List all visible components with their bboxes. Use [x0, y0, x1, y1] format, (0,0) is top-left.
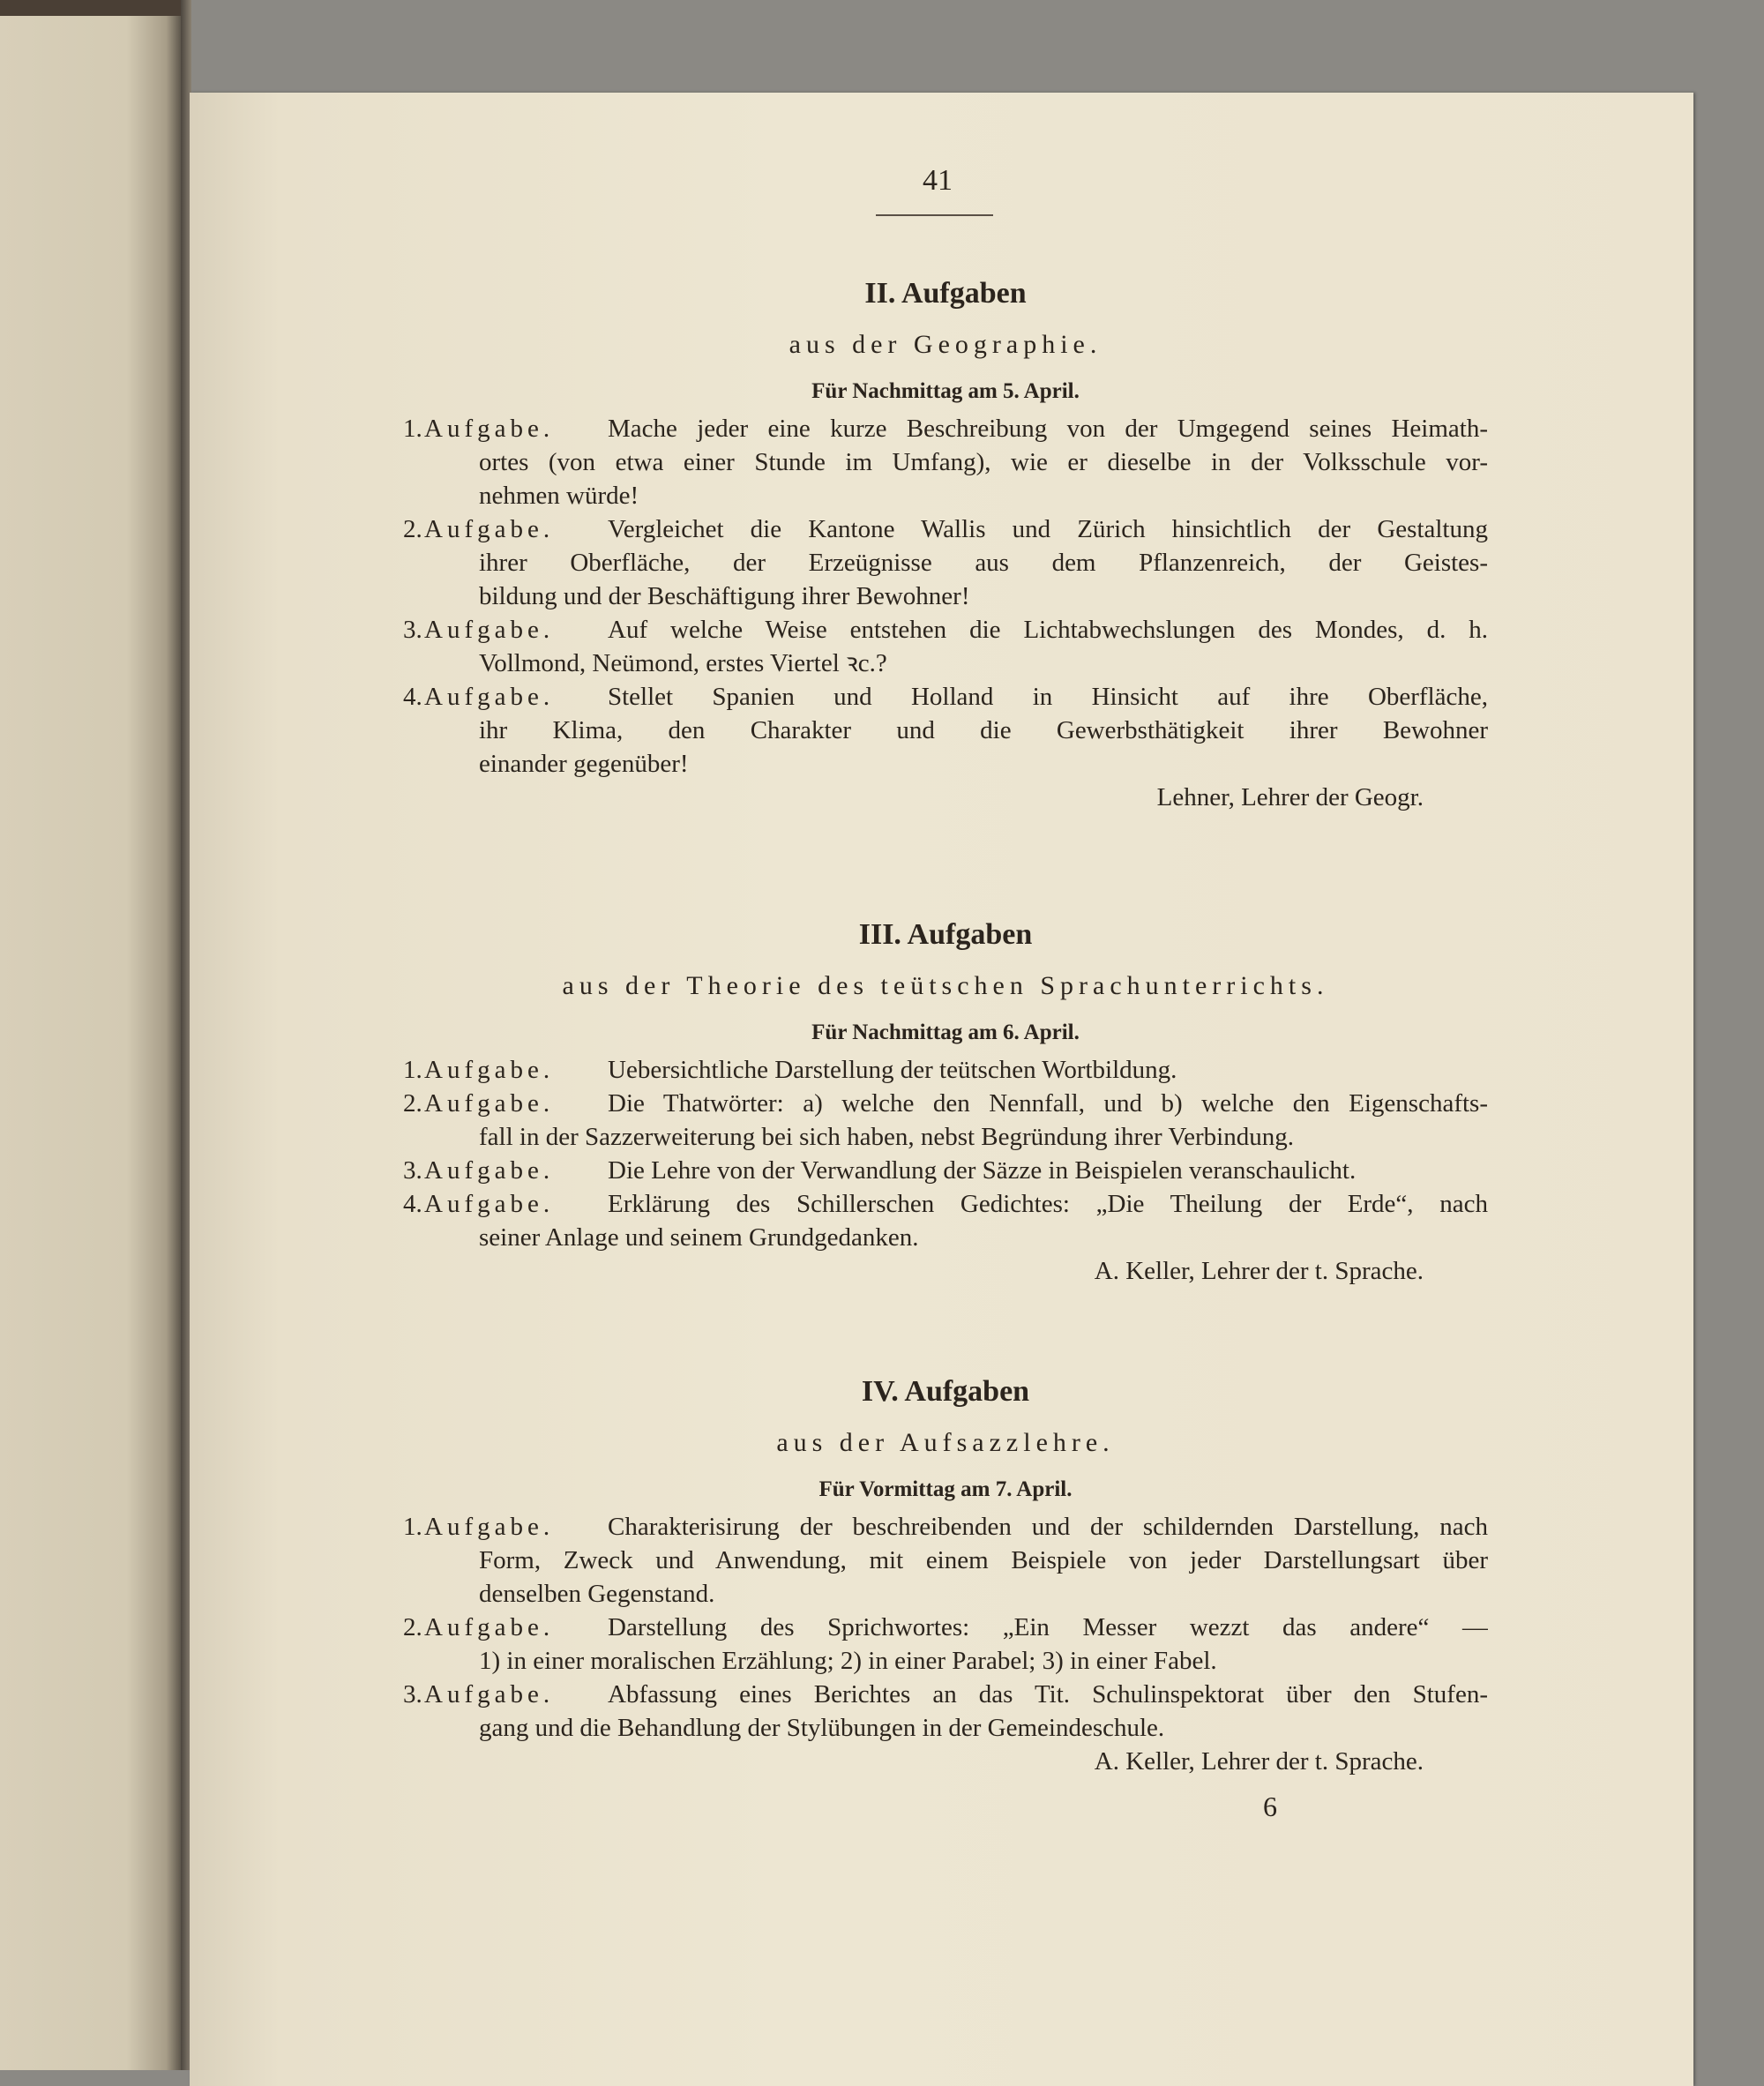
- task-number: 1.: [403, 1056, 422, 1084]
- task-text: Mache jeder eine kurze Beschreibung von der Umgegend seines Heimath-: [608, 415, 1488, 443]
- left-page: [0, 0, 181, 2070]
- task-text: Abfassung eines Berichtes an das Tit. Schulinspektorat über den Stufen-: [608, 1680, 1488, 1708]
- task-line: [403, 1087, 1488, 1120]
- section-subtitle: aus der Theorie des teütschen Sprachunterrichts.: [562, 971, 1329, 1000]
- task-number: 3.: [403, 1156, 422, 1185]
- task-number: 3.: [403, 1680, 422, 1708]
- task-number: 3.: [403, 616, 422, 644]
- task-text: Darstellung des Sprichwortes: „Ein Messer wezzt das andere“ —: [608, 1613, 1488, 1641]
- task-text: 1) in einer moralischen Erzählung; 2) in einer Parabel; 3) in einer Fabel.: [479, 1647, 1217, 1675]
- task-line: [403, 1644, 1488, 1678]
- section-composition: [403, 1367, 1488, 1778]
- task-text: Die Thatwörter: a) welche den Nennfall, und b) welche den Eigenschafts-: [608, 1089, 1488, 1118]
- task-label: Aufgabe.: [424, 1190, 555, 1218]
- task-label: Aufgabe.: [424, 1056, 555, 1084]
- task-number: 1.: [403, 1513, 422, 1541]
- task-number: 2.: [403, 515, 422, 543]
- task-line: [403, 1611, 1488, 1644]
- section-language-theory: [403, 910, 1488, 1288]
- task-text: Auf welche Weise entstehen die Lichtabwechslungen des Mondes, d. h.: [608, 616, 1488, 644]
- task-line: [403, 1510, 1488, 1544]
- section-date: Für Vormittag am 7. April.: [818, 1477, 1073, 1501]
- task-line: [403, 647, 1488, 680]
- task-number: 4.: [403, 1190, 422, 1218]
- task-line: [403, 445, 1488, 479]
- task-text: seiner Anlage und seinem Grundgedanken.: [479, 1223, 919, 1252]
- task-text: Charakterisirung der beschreibenden und der schildernden Darstellung, nach: [608, 1513, 1488, 1541]
- task-label: Aufgabe.: [424, 683, 555, 711]
- task-text: ihr Klima, den Charakter und die Gewerbsthätigkeit ihrer Bewohner: [479, 716, 1488, 744]
- task-line: [403, 714, 1488, 747]
- task-text: Stellet Spanien und Holland in Hinsicht auf ihre Oberfläche,: [608, 683, 1488, 711]
- task-label: Aufgabe.: [424, 1513, 555, 1541]
- task-number: 4.: [403, 683, 422, 711]
- task-text: fall in der Sazzerweiterung bei sich haben, nebst Begründung ihrer Verbindung.: [479, 1123, 1294, 1151]
- task-text: Die Lehre von der Verwandlung der Säzze in Beispielen veranschaulicht.: [608, 1156, 1357, 1185]
- task-label: Aufgabe.: [424, 415, 555, 443]
- task-line: [403, 1544, 1488, 1577]
- section-subtitle: aus der Geographie.: [789, 330, 1102, 359]
- task-line: [403, 546, 1488, 579]
- task-number: 2.: [403, 1089, 422, 1118]
- header-rule: [876, 214, 993, 216]
- task-text: Vollmond, Neümond, erstes Viertel ꝛc.?: [479, 649, 887, 677]
- task-number: 1.: [403, 415, 422, 443]
- task-text: Vergleichet die Kantone Wallis und Zürich hinsichtlich der Gestaltung: [608, 515, 1488, 543]
- task-text: Uebersichtliche Darstellung der teütschen Wortbildung.: [608, 1056, 1177, 1084]
- task-line: [403, 1711, 1488, 1745]
- task-line: [403, 1053, 1488, 1087]
- task-text: nehmen würde!: [479, 482, 639, 510]
- page-number: 41: [923, 164, 953, 197]
- task-text: ortes (von etwa einer Stunde im Umfang), wie er dieselbe in der Volksschule vor-: [479, 448, 1488, 476]
- section-heading: III. Aufgaben: [858, 918, 1033, 951]
- task-line: [403, 1577, 1488, 1611]
- task-number: 2.: [403, 1613, 422, 1641]
- task-text: Erklärung des Schillerschen Gedichtes: „Die Theilung der Erde“, nach: [608, 1190, 1488, 1218]
- section-heading: IV. Aufgaben: [861, 1375, 1030, 1408]
- task-line: [403, 1221, 1488, 1254]
- section-subtitle: aus der Aufsazzlehre.: [776, 1428, 1115, 1457]
- section-date: Für Nachmittag am 5. April.: [811, 379, 1080, 403]
- task-text: ihrer Oberfläche, der Erzeügnisse aus dem Pflanzenreich, der Geistes-: [479, 549, 1488, 577]
- task-line: [403, 512, 1488, 546]
- book-cover-edge: [0, 0, 181, 16]
- task-label: Aufgabe.: [424, 1156, 555, 1185]
- signature-mark: 6: [1263, 1791, 1277, 1822]
- task-label: Aufgabe.: [424, 515, 555, 543]
- task-text: Form, Zweck und Anwendung, mit einem Beispiele von jeder Darstellungsart über: [479, 1546, 1488, 1574]
- task-line: [403, 680, 1488, 714]
- task-line: [403, 1154, 1488, 1187]
- task-line: [403, 579, 1488, 613]
- task-label: Aufgabe.: [424, 616, 555, 644]
- teacher-signature: Lehner, Lehrer der Geogr.: [1156, 783, 1424, 811]
- task-text: denselben Gegenstand.: [479, 1580, 715, 1608]
- task-label: Aufgabe.: [424, 1680, 555, 1708]
- task-text: einander gegenüber!: [479, 750, 689, 778]
- section-heading: II. Aufgaben: [864, 277, 1027, 310]
- task-line: [403, 1187, 1488, 1221]
- task-label: Aufgabe.: [424, 1089, 555, 1118]
- task-line: [403, 412, 1488, 445]
- section-date: Für Nachmittag am 6. April.: [811, 1021, 1080, 1044]
- task-text: bildung und der Beschäftigung ihrer Bewohner!: [479, 582, 970, 610]
- teacher-signature: A. Keller, Lehrer der t. Sprache.: [1094, 1747, 1424, 1776]
- task-line: [403, 479, 1488, 512]
- section-geography: [403, 269, 1488, 814]
- task-line: [403, 1120, 1488, 1154]
- task-line: [403, 747, 1488, 781]
- teacher-signature: A. Keller, Lehrer der t. Sprache.: [1094, 1257, 1424, 1285]
- task-line: [403, 1678, 1488, 1711]
- task-label: Aufgabe.: [424, 1613, 555, 1641]
- task-text: gang und die Behandlung der Stylübungen in der Gemeindeschule.: [479, 1714, 1165, 1742]
- task-line: [403, 613, 1488, 647]
